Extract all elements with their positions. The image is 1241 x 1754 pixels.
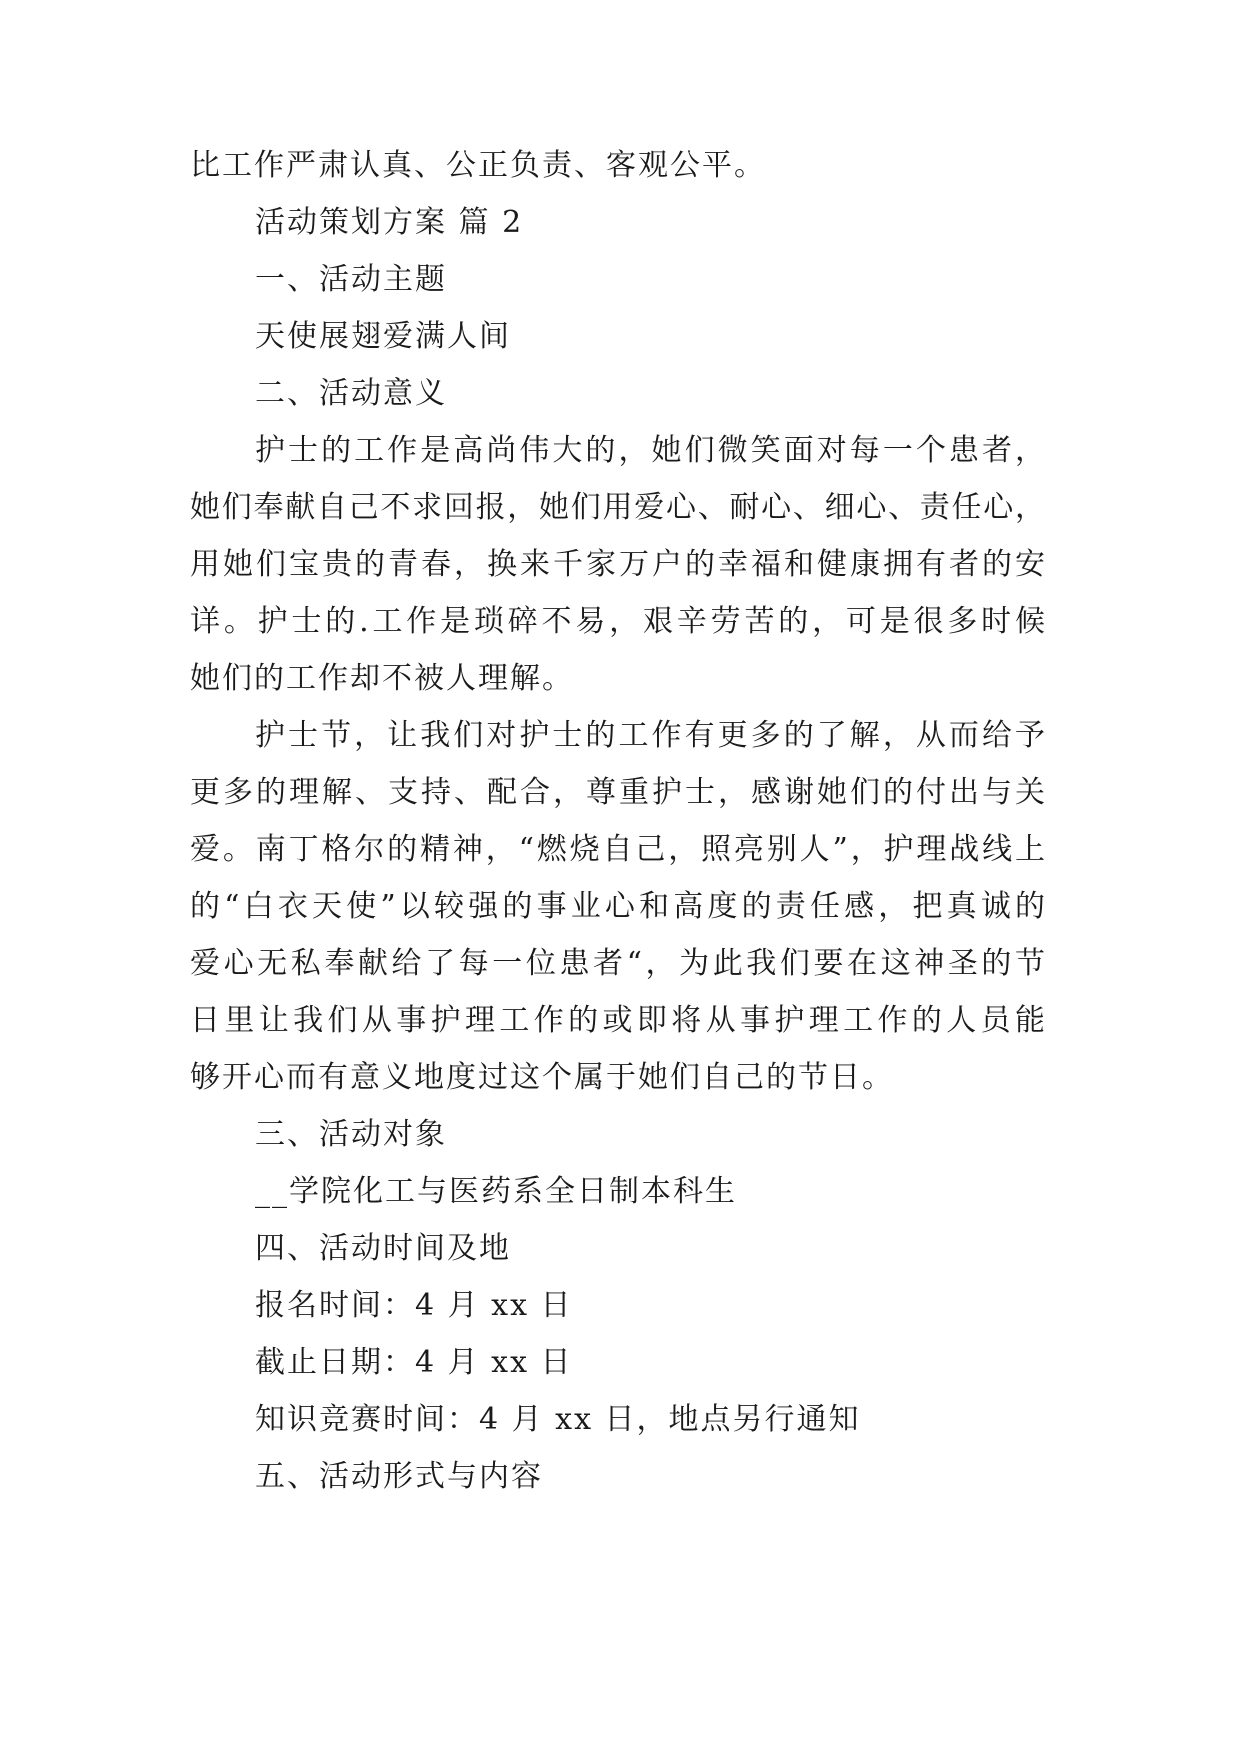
text-line: 知识竞赛时间：4 月 xx 日，地点另行通知 [255, 1402, 861, 1437]
paragraph-line: 更多的理解、支持、配合，尊重护士，感谢她们的付出与关 [190, 775, 1045, 810]
paragraph-line: 她们的工作却不被人理解。 [190, 661, 574, 696]
paragraph-line: 爱心无私奉献给了每一位患者“，为此我们要在这神圣的节 [190, 946, 1045, 981]
paragraph-line: 爱。南丁格尔的精神，“燃烧自己，照亮别人”，护理战线上 [190, 832, 1045, 867]
text-line: __学院化工与医药系全日制本科生 [255, 1174, 737, 1209]
heading-time-place: 四、活动时间及地 [255, 1231, 511, 1266]
paragraph-line: 护士节，让我们对护士的工作有更多的了解，从而给予 [255, 718, 1045, 753]
text-line: 截止日期：4 月 xx 日 [255, 1345, 573, 1380]
paragraph-line: 她们奉献自己不求回报，她们用爱心、耐心、细心、责任心， [190, 490, 1045, 525]
heading-theme: 一、活动主题 [255, 262, 447, 297]
heading-target: 三、活动对象 [255, 1117, 447, 1152]
paragraph-line: 详。护士的.工作是琐碎不易，艰辛劳苦的，可是很多时候 [190, 604, 1045, 639]
paragraph-line: 日里让我们从事护理工作的或即将从事护理工作的人员能 [190, 1003, 1045, 1038]
heading-form-content: 五、活动形式与内容 [255, 1459, 543, 1494]
text-line: 比工作严肃认真、公正负责、客观公平。 [190, 148, 766, 183]
paragraph-line: 的“白衣天使”以较强的事业心和高度的责任感，把真诚的 [190, 889, 1045, 924]
paragraph-line: 用她们宝贵的青春，换来千家万户的幸福和健康拥有者的安 [190, 547, 1045, 582]
paragraph-line: 护士的工作是高尚伟大的，她们微笑面对每一个患者， [255, 433, 1045, 468]
text-line: 报名时间：4 月 xx 日 [255, 1288, 573, 1323]
text-line: 天使展翅爱满人间 [255, 319, 511, 354]
section-title: 活动策划方案 篇 2 [255, 205, 524, 240]
heading-significance: 二、活动意义 [255, 376, 447, 411]
paragraph-line: 够开心而有意义地度过这个属于她们自己的节日。 [190, 1060, 894, 1095]
